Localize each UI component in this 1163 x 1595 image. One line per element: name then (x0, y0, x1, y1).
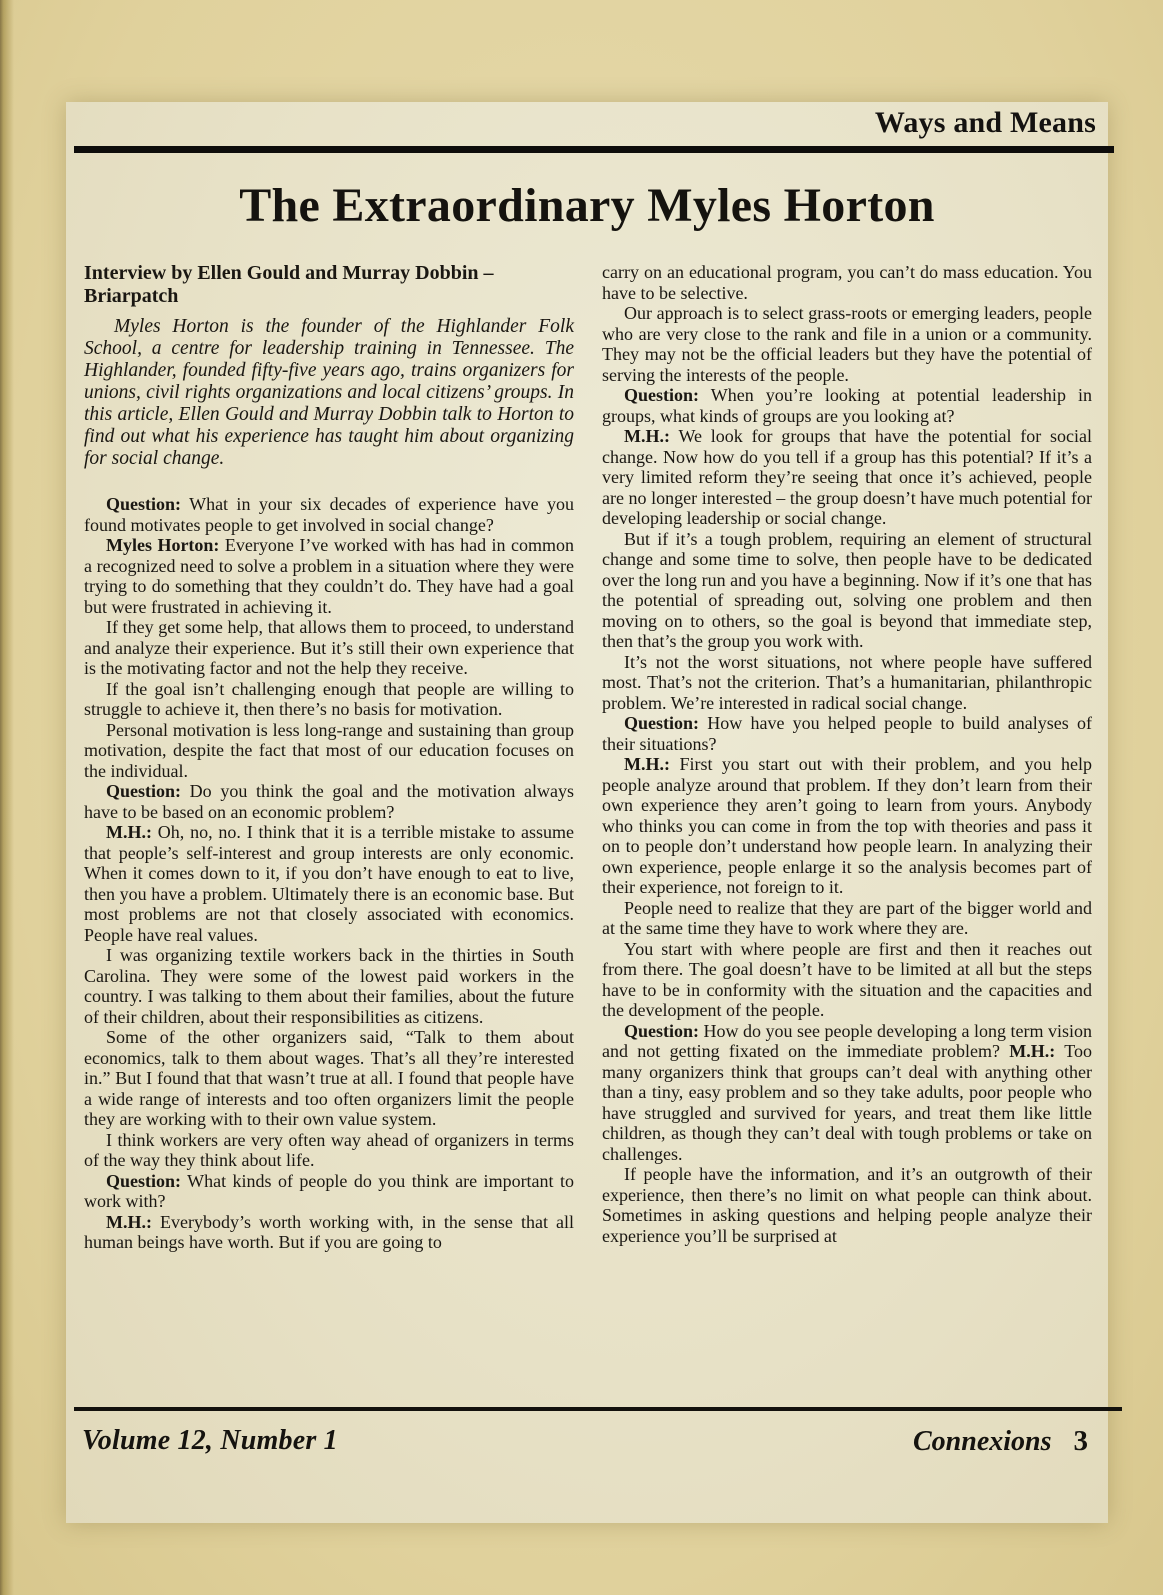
paragraph-text: First you start out with their problem, and you help people analyze around that problem. If they don’t learn from their own experience they aren’t going to learn from yours. Anybody who thinks you can come in from the top with theories and pass it on to people don’t understand how people learn. In analyzing their own experience, people enlarge it so the analysis becomes part of their experience, not foreign to it. (602, 754, 1092, 897)
paragraph-lead: Question: (624, 713, 700, 733)
paragraph (602, 262, 1092, 303)
paragraph (84, 494, 574, 535)
paragraph-text: Our approach is to select grass-roots or emerging leaders, people who are very close to the rank and file in a union or a community. They may not be the official leaders but they have the potential of serving the interests of the people. (602, 303, 1092, 385)
paragraph-text: Some of the other organizers said, “Talk to them about economics, talk to them about wages. That’s all they’re interested in.” But I found that that wasn’t true at all. I found that people have a wide range of interests and too often organizers limit the people they are working with to their own value system. (84, 1027, 574, 1129)
paragraph (84, 945, 574, 1027)
paragraph-lead: Question: (106, 781, 182, 801)
paragraph (84, 1027, 574, 1130)
paragraph (602, 1021, 1092, 1165)
page-spine-shadow (0, 0, 14, 1595)
paragraph-text: People need to realize that they are part of the bigger world and at the same time they have to work where they are. (602, 897, 1092, 938)
paragraph (602, 426, 1092, 529)
page-number: 3 (1073, 1425, 1088, 1457)
paragraph (84, 720, 574, 782)
page-footer (82, 1425, 1088, 1469)
paragraph (84, 1212, 574, 1253)
section-header: Ways and Means (874, 106, 1096, 139)
paragraph-text: How have you helped people to build analyses of their situations? (602, 713, 1092, 754)
article-byline (84, 262, 574, 308)
paragraph (84, 1130, 574, 1171)
article-intro (84, 316, 574, 470)
article-body (84, 262, 1092, 1253)
paragraph-text: What in your six decades of experience have you found motivates people to get involved in social change? (84, 494, 574, 535)
paragraph-text: When you’re looking at potential leadership in groups, what kinds of groups are you looking at? (602, 385, 1092, 426)
paragraph-lead: Myles Horton: (106, 535, 220, 555)
magazine-page (66, 102, 1108, 1523)
paragraph (602, 1164, 1092, 1246)
folio (913, 1425, 1088, 1458)
paragraph (84, 535, 574, 617)
header-rule (74, 146, 1114, 153)
paragraph-text: Interview by Ellen Gould and Murray Dobbin – Briarpatch (84, 262, 494, 307)
paragraph-lead: M.H.: (624, 754, 670, 774)
paragraph-text: But if it’s a tough problem, requiring an element of structural change and some time to solve, then people have to be dedicated over the long run and you have a beginning. Now if it’s one that has the potential of spreading out, solving one problem and then moving on to others, so the goal is beyond that immediate step, then that’s the group you work with. (602, 528, 1092, 651)
paragraph-lead: M.H.: (624, 426, 670, 446)
paragraph-text: If the goal isn’t challenging enough that people are willing to struggle to achieve it, then there’s no basis for motivation. (84, 678, 574, 719)
paragraph-text: You start with where people are first and then it reaches out from there. The goal doesn’t have to be limited at all but the steps have to be in conformity with the situation and the capacities and the development of the people. (602, 938, 1092, 1020)
paragraph (602, 385, 1092, 426)
paragraph-text: If they get some help, that allows them to proceed, to understand and analyze their experience. But it’s still their own experience that is the motivating factor and not the help they receive. (84, 617, 574, 678)
paragraph-lead: Question: (624, 385, 700, 405)
paragraph-text: I think workers are very often way ahead of organizers in terms of the way they think about life. (84, 1129, 574, 1170)
paragraph-lead: M.H.: (106, 1211, 152, 1232)
article-title: The Extraordinary Myles Horton (239, 179, 935, 232)
paragraph (84, 679, 574, 720)
paragraph (602, 713, 1092, 754)
paragraph-text: I was organizing textile workers back in the thirties in South Carolina. They were some of the lowest paid workers in the country. I was talking to them about their families, about the future of their children, about their responsibilities as citizens. (84, 945, 574, 1027)
paragraph (602, 303, 1092, 385)
paragraph-text: We look for groups that have the potential for social change. Now how do you tell if a group has this potential? If it’s a very limited reform they’re seeing that once it’s achieved, people are no longer interested – the group doesn’t have much potential for developing leadership or social change. (602, 426, 1092, 528)
paragraph-text: Oh, no, no. I think that it is a terrible mistake to assume that people’s self-interest and group interests are only economic. When it comes down to it, if you don’t have enough to eat to live, then you have a problem. Ultimately there is an economic base. But most problems are not that closely associated with economics. People have real values. (84, 822, 574, 945)
paragraph (84, 617, 574, 679)
paragraph-text: It’s not the worst situations, not where people have suffered most. That’s not the criterion. That’s a humanitarian, philanthropic problem. We’re interested in radical social change. (602, 651, 1092, 713)
paragraph (84, 1171, 574, 1212)
magazine-name: Connexions (913, 1426, 1052, 1457)
paragraph-lead: M.H.: (106, 822, 152, 842)
paragraph-lead: Question: (106, 494, 182, 514)
paragraph-text: Myles Horton is the founder of the Highlander Folk School, a centre for leadership training in Tennessee. The Highlander, founded fifty-five years ago, trains organizers for unions, civil rights organizations and local citizens’ groups. In this article, Ellen Gould and Murray Dobbin talk to Horton to find out what his experience has taught him about organizing for social change. (84, 316, 574, 469)
paragraph-text: Do you think the goal and the motivation always have to be based on an economic problem? (84, 781, 574, 822)
volume-label: Volume 12, Number 1 (82, 1425, 338, 1456)
paragraph-text: Everybody’s worth working with, in the sense that all human beings have worth. But if you are going to (84, 1211, 574, 1252)
paragraph-lead: M.H.: (1009, 1041, 1056, 1061)
paragraph (602, 529, 1092, 652)
footer-rule (74, 1407, 1122, 1411)
paragraph-text: carry on an educational program, you can’t do mass education. You have to be selective. (602, 262, 1092, 303)
paragraph-lead: Question: (106, 1170, 182, 1191)
paragraph (602, 939, 1092, 1021)
paragraph-text: What kinds of people do you think are important to work with? (84, 1170, 574, 1211)
paragraph (84, 822, 574, 945)
paragraph-text: How do you see people developing a long term vision and not getting fixated on the immediate problem? (602, 1020, 1092, 1061)
paragraph (602, 898, 1092, 939)
paragraph (602, 652, 1092, 714)
paragraph-text: Personal motivation is less long-range and sustaining than group motivation, despite the fact that most of our education focuses on the individual. (84, 719, 574, 781)
paragraph-lead: Question: (624, 1020, 700, 1041)
right-column (602, 262, 1092, 1253)
paragraph-text: If people have the information, and it’s an outgrowth of their experience, then there’s no limit on what people can think about. Sometimes in asking questions and helping people analyze their experience you’ll be surprised at (602, 1164, 1092, 1246)
paragraph (602, 754, 1092, 898)
paragraph-text: Too many organizers think that groups can’t deal with anything other than a tiny, easy problem and so they take adults, poor people who have struggled and survived for years, and treat them like little children, as though they can’t deal with tough problems or take on challenges. (602, 1041, 1092, 1164)
paragraph-text: Everyone I’ve worked with has had in common a recognized need to solve a problem in a situation where they were trying to do something that they couldn’t do. They have had a goal but were frustrated in achieving it. (84, 535, 574, 617)
left-column (84, 262, 574, 1253)
paragraph (84, 781, 574, 822)
